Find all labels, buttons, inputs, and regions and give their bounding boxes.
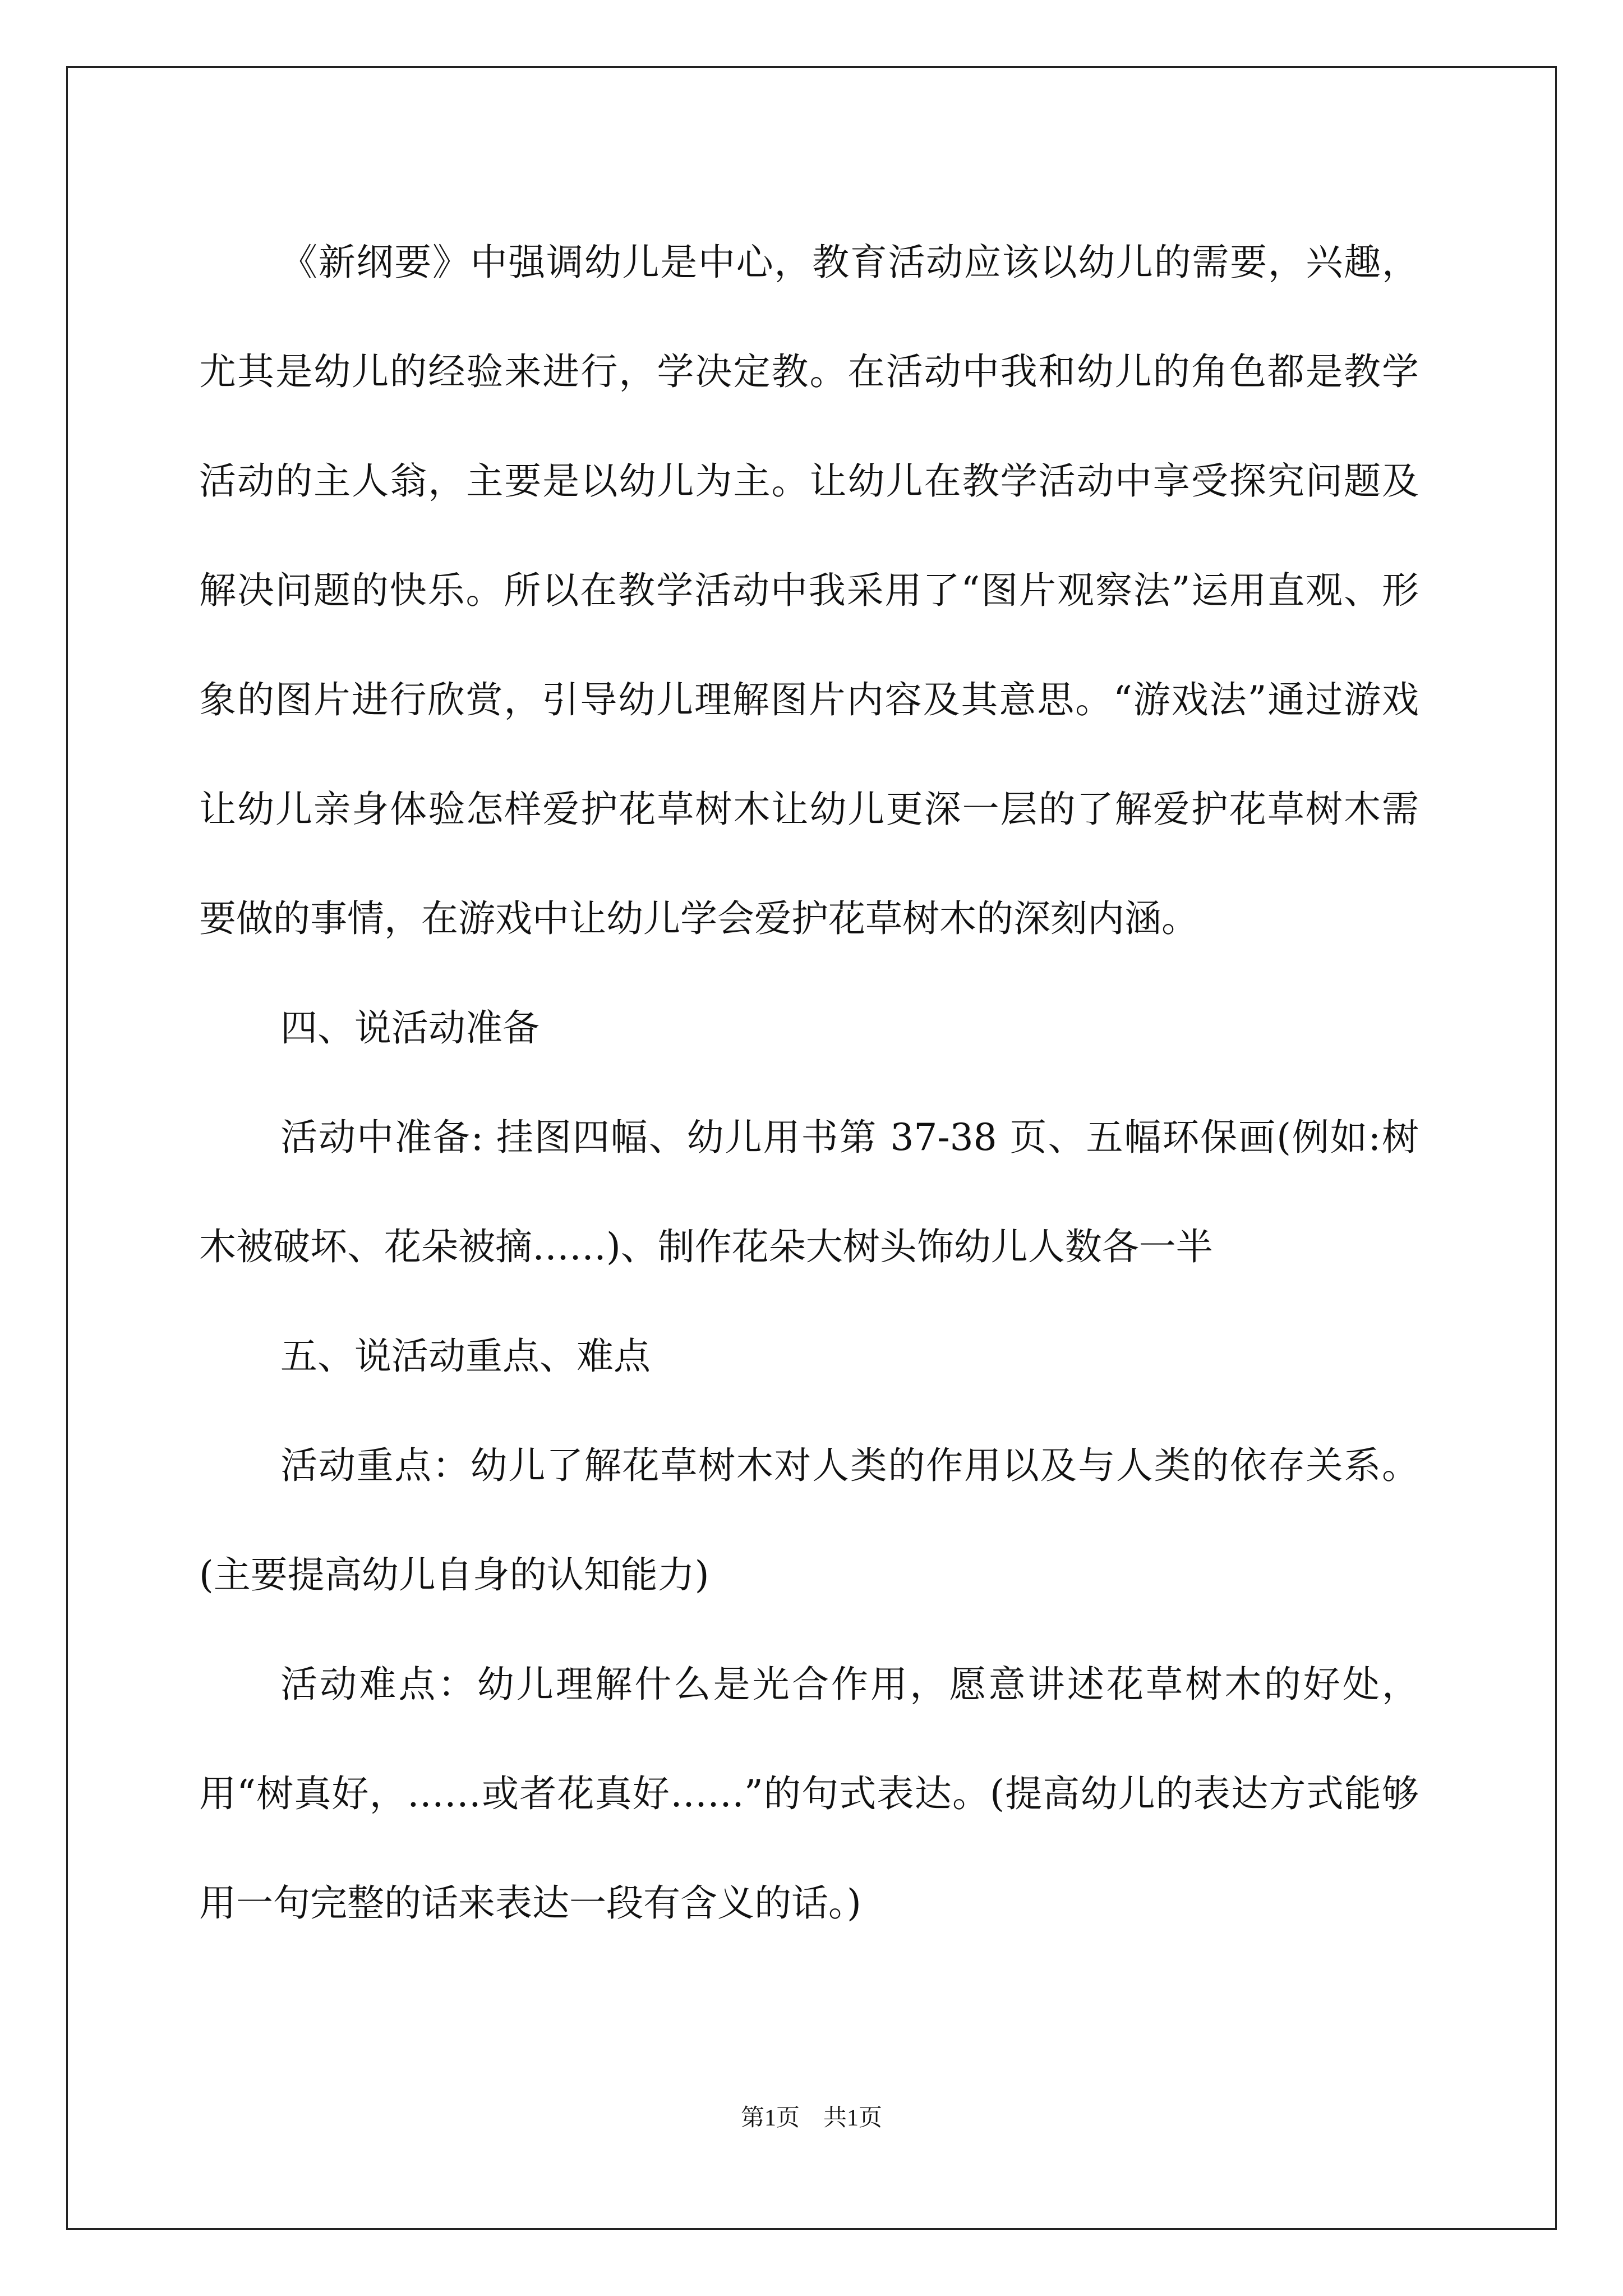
paragraph-difficult-point: 活动难点：幼儿理解什么是光合作用，愿意讲述花草树木的好处，用“树真好，……或者花真好……”的句式表达。(提高幼儿的表达方式能够用一句完整的话来表达一段有含义的话。) [199,1663,1419,1925]
document-body [199,208,1419,1958]
page-footer: 第1页 共1页 [740,2105,882,2131]
paragraph-key-point: 活动重点：幼儿了解花草树木对人类的作用以及与人类的依存关系。(主要提高幼儿自身的认知能力) [199,1444,1419,1596]
paragraph-intro: 《新纲要》中强调幼儿是中心，教育活动应该以幼儿的需要，兴趣，尤其是幼儿的经验来进行，学决定教。在活动中我和幼儿的角色都是教学活动的主人翁，主要是以幼儿为主。让幼儿在教学活动中享受探究问题及解决问题的快乐。所以在教学活动中我采用了“图片观察法”运用直观、形象的图片进行欣赏，引导幼儿理解图片内容及其意思。“游戏法”通过游戏让幼儿亲身体验怎样爱护花草树木让幼儿更深一层的了解爱护花草树木需要做的事情，在游戏中让幼儿学会爱护花草树木的深刻内涵。 [199,241,1419,940]
section-heading-preparation: 四、说活动准备 [280,1006,540,1050]
section-heading-key-points: 五、说活动重点、难点 [280,1335,651,1378]
paragraph-preparation: 活动中准备: 挂图四幅、幼儿用书第 37-38 页、五幅环保画(例如:树木被破坏、花朵被摘……)、制作花朵大树头饰幼儿人数各一半 [199,1116,1419,1268]
